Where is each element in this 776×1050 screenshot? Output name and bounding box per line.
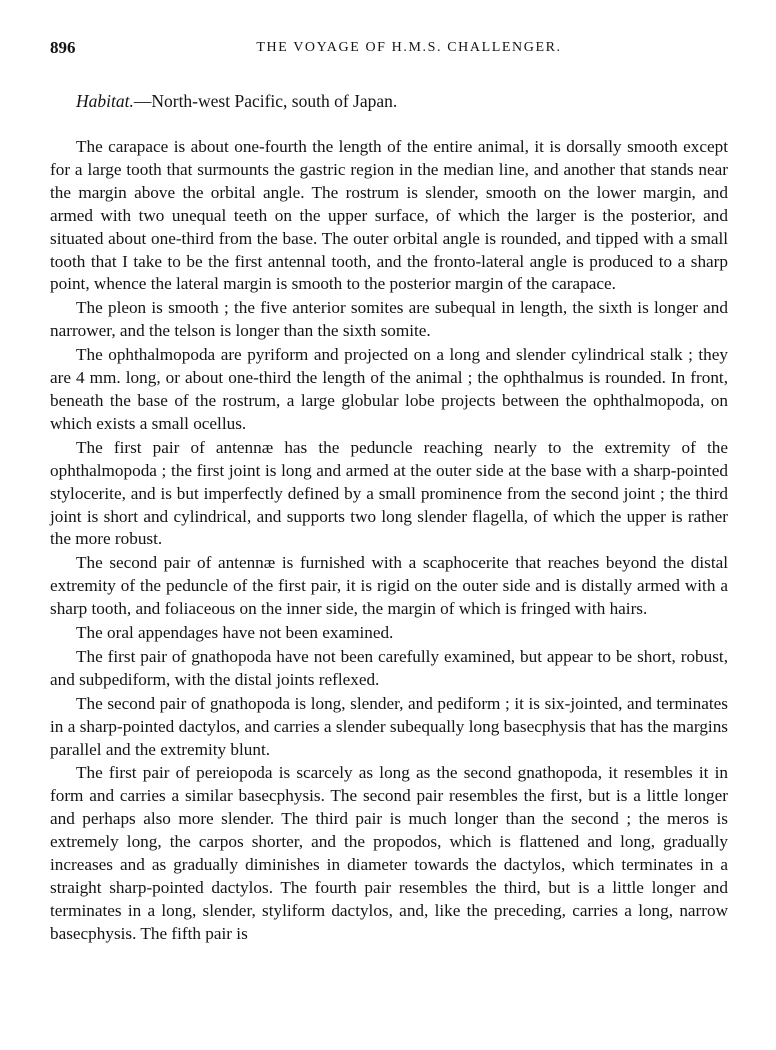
running-head: THE VOYAGE OF H.M.S. CHALLENGER. xyxy=(256,40,562,55)
habitat-line xyxy=(76,90,728,113)
paragraph-second-gnathopoda: The second pair of gnathopoda is long, slender, and pediform ; it is six-jointed, and terminates in a sharp-pointed dactylos, and carries a slender subequally long basecphysis that has the margins parallel and the extremity blunt. xyxy=(50,693,728,759)
paragraph-carapace: The carapace is about one-fourth the length of the entire animal, it is dorsally smooth except for a large tooth that surmounts the gastric region in the median line, and another that stands near the margin above the orbital angle. The rostrum is slender, smooth on the lower margin, and armed with two unequal teeth on the upper surface, of which the larger is the posterior, and situated about one-third from the base. The outer orbital angle is rounded, and tipped with a small tooth that I take to be the first antennal tooth, and the fronto-lateral angle is produced to a sharp point, whence the lateral margin is smooth to the posterior margin of the carapace. xyxy=(50,137,728,294)
habitat-text: —North-west Pacific, south of Japan. xyxy=(133,91,398,111)
paragraph-pereiopoda: The first pair of pereiopoda is scarcely as long as the second gnathopoda, it resembles it in form and carries a similar basecphysis. The second pair resembles the first, but is a little longer and perhaps also more slender. The third pair is much longer than the second ; the meros is extremely long, the carpos shorter, and the propodos, which is flattened and long, gradually increases and as gradually diminishes in diameter towards the dactylos, which terminates in a straight sharp-pointed dactylos. The fourth pair resembles the third, but is a little longer and terminates in a long, slender, styliform dactylos, and, like the preceding, carries a long, narrow basecphysis. The fifth pair is xyxy=(50,763,728,943)
body-text xyxy=(50,136,728,946)
paragraph-ophthalmopoda: The ophthalmopoda are pyriform and projected on a long and slender cylindrical stalk ; they are 4 mm. long, or about one-third the length of the animal ; the ophthalmus is rounded. In front, beneath the base of the rostrum, a large globular lobe projects between the ophthalmopoda, on which exists a small ocellus. xyxy=(50,345,728,433)
paragraph-second-antennae: The second pair of antennæ is furnished with a scaphocerite that reaches beyond the distal extremity of the peduncle of the first pair, it is rigid on the outer side and is distally armed with a sharp tooth, and foliaceous on the inner side, the margin of which is fringed with hairs. xyxy=(50,553,728,619)
habitat-label: Habitat. xyxy=(76,91,134,111)
page xyxy=(50,38,728,947)
paragraph-first-antennae: The first pair of antennæ has the peduncle reaching nearly to the extremity of the ophthalmopoda ; the first joint is long and armed at the outer side at the base with a sharp-pointed stylocerite, and is but imperfectly defined by a small prominence from the second joint ; the third joint is short and cylindrical, and supports two long slender flagella, of which the upper is rather the more robust. xyxy=(50,437,728,549)
paragraph-first-gnathopoda: The first pair of gnathopoda have not been carefully examined, but appear to be short, robust, and subpediform, with the distal joints reflexed. xyxy=(50,646,728,689)
page-number: 896 xyxy=(50,38,76,57)
page-header xyxy=(50,38,728,62)
paragraph-oral-appendages: The oral appendages have not been examined. xyxy=(76,623,394,643)
paragraph-pleon: The pleon is smooth ; the five anterior somites are subequal in length, the sixth is longer and narrower, and the telson is longer than the sixth somite. xyxy=(50,298,728,341)
